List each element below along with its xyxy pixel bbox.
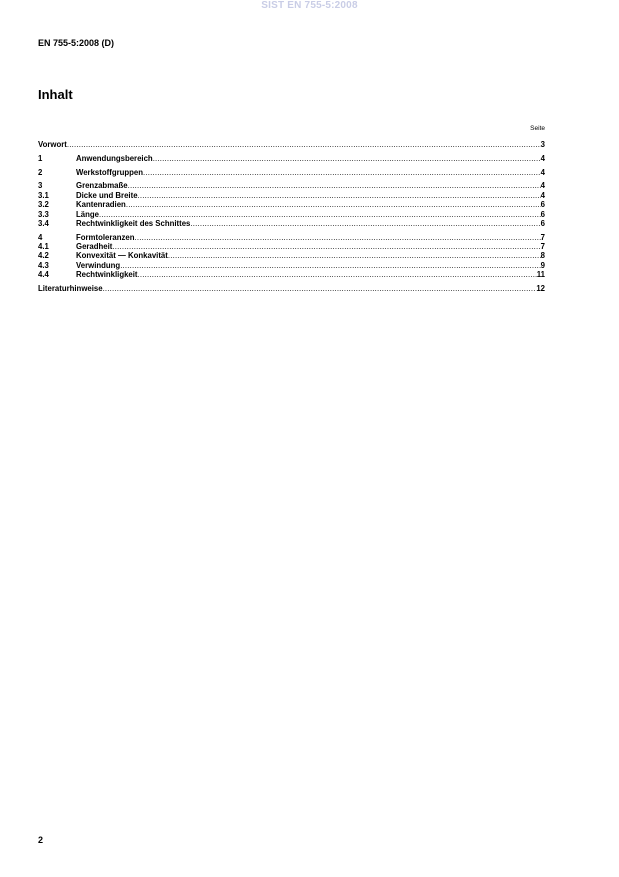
leader-dots — [126, 200, 541, 209]
toc-entry-page: 12 — [536, 284, 545, 294]
toc-entry-page: 6 — [540, 200, 545, 210]
leader-dots — [112, 242, 540, 251]
toc-entry-3-1[interactable] — [38, 191, 545, 200]
toc-entry-page: 4 — [540, 181, 545, 191]
leader-dots — [190, 219, 540, 228]
document-id: EN 755-5:2008 (D) — [38, 38, 115, 48]
toc-entry-1[interactable] — [38, 154, 545, 163]
toc-entry-page: 6 — [540, 218, 545, 228]
toc-entry-3-3[interactable] — [38, 210, 545, 219]
toc-entry-3[interactable] — [38, 181, 545, 190]
leader-dots — [143, 168, 541, 177]
toc-entry-4-4[interactable] — [38, 270, 545, 279]
toc-entry-title: Formtoleranzen — [76, 232, 135, 242]
page-column-label: Seite — [530, 125, 545, 132]
toc-entry-number: 3 — [38, 181, 43, 191]
toc-entry-number: 3.2 — [38, 200, 49, 210]
toc-entry-number: 4 — [38, 232, 43, 242]
toc-entry-title: Rechtwinkligkeit — [76, 270, 138, 280]
toc-entry-vorwort[interactable] — [38, 140, 545, 149]
toc-entry-3-4[interactable] — [38, 219, 545, 228]
toc-entry-title: Vorwort — [38, 140, 67, 149]
leader-dots — [134, 233, 540, 242]
toc-entry-number: 2 — [38, 167, 43, 177]
toc-entry-number: 3.4 — [38, 218, 49, 228]
toc-entry-title: Grenzabmaße — [76, 181, 128, 191]
toc-entry-page: 4 — [540, 167, 545, 177]
leader-dots — [168, 251, 541, 260]
toc-entry-page: 8 — [540, 251, 545, 261]
toc-entry-page: 11 — [536, 270, 545, 280]
toc-entry-title: Werkstoffgruppen — [76, 167, 143, 177]
toc-entry-page: 4 — [540, 190, 545, 200]
toc-entry-title: Kantenradien — [76, 200, 126, 210]
toc-entry-page: 7 — [540, 232, 545, 242]
leader-dots — [128, 181, 541, 190]
toc-entry-number: 4.2 — [38, 251, 49, 261]
toc-entry-title: Literaturhinweise — [38, 284, 103, 294]
toc-entry-3-2[interactable] — [38, 200, 545, 209]
toc-entry-number: 4.1 — [38, 242, 49, 252]
toc-entry-number: 4.4 — [38, 270, 49, 280]
toc-entry-page: 7 — [540, 242, 545, 252]
toc-entry-page: 4 — [540, 153, 545, 163]
toc-entry-number: 3.1 — [38, 190, 49, 200]
toc-entry-title: Geradheit — [76, 242, 113, 252]
toc-entry-title: Verwindung — [76, 260, 121, 270]
toc-entry-page: 9 — [540, 260, 545, 270]
page-title: Inhalt — [38, 87, 73, 102]
page-number: 2 — [38, 835, 44, 845]
toc-entry-number: 3.3 — [38, 209, 49, 219]
toc-entry-title: Rechtwinkligkeit des Schnittes — [76, 218, 191, 228]
toc-entry-page: 6 — [540, 209, 545, 219]
watermark: SIST EN 755-5:2008 — [261, 0, 358, 11]
toc-entry-4-1[interactable] — [38, 242, 545, 251]
toc-entry-2[interactable] — [38, 168, 545, 177]
table-of-contents — [38, 140, 545, 293]
leader-dots — [138, 191, 541, 200]
toc-entry-page: 3 — [540, 140, 545, 149]
leader-dots — [99, 210, 541, 219]
toc-entry-number: 1 — [38, 153, 43, 163]
toc-entry-4-3[interactable] — [38, 261, 545, 270]
leader-dots — [138, 270, 537, 279]
toc-entry-4-2[interactable] — [38, 251, 545, 260]
toc-entry-title: Länge — [76, 209, 99, 219]
toc-entry-number: 4.3 — [38, 260, 49, 270]
toc-entry-4[interactable] — [38, 233, 545, 242]
toc-entry-title: Anwendungsbereich — [76, 153, 153, 163]
leader-dots — [67, 140, 541, 149]
toc-entry-literaturhinweise[interactable] — [38, 284, 545, 293]
toc-entry-title: Dicke und Breite — [76, 190, 138, 200]
leader-dots — [120, 261, 540, 270]
toc-entry-title: Konvexität — Konkavität — [76, 251, 168, 261]
leader-dots — [153, 154, 541, 163]
leader-dots — [103, 284, 537, 293]
